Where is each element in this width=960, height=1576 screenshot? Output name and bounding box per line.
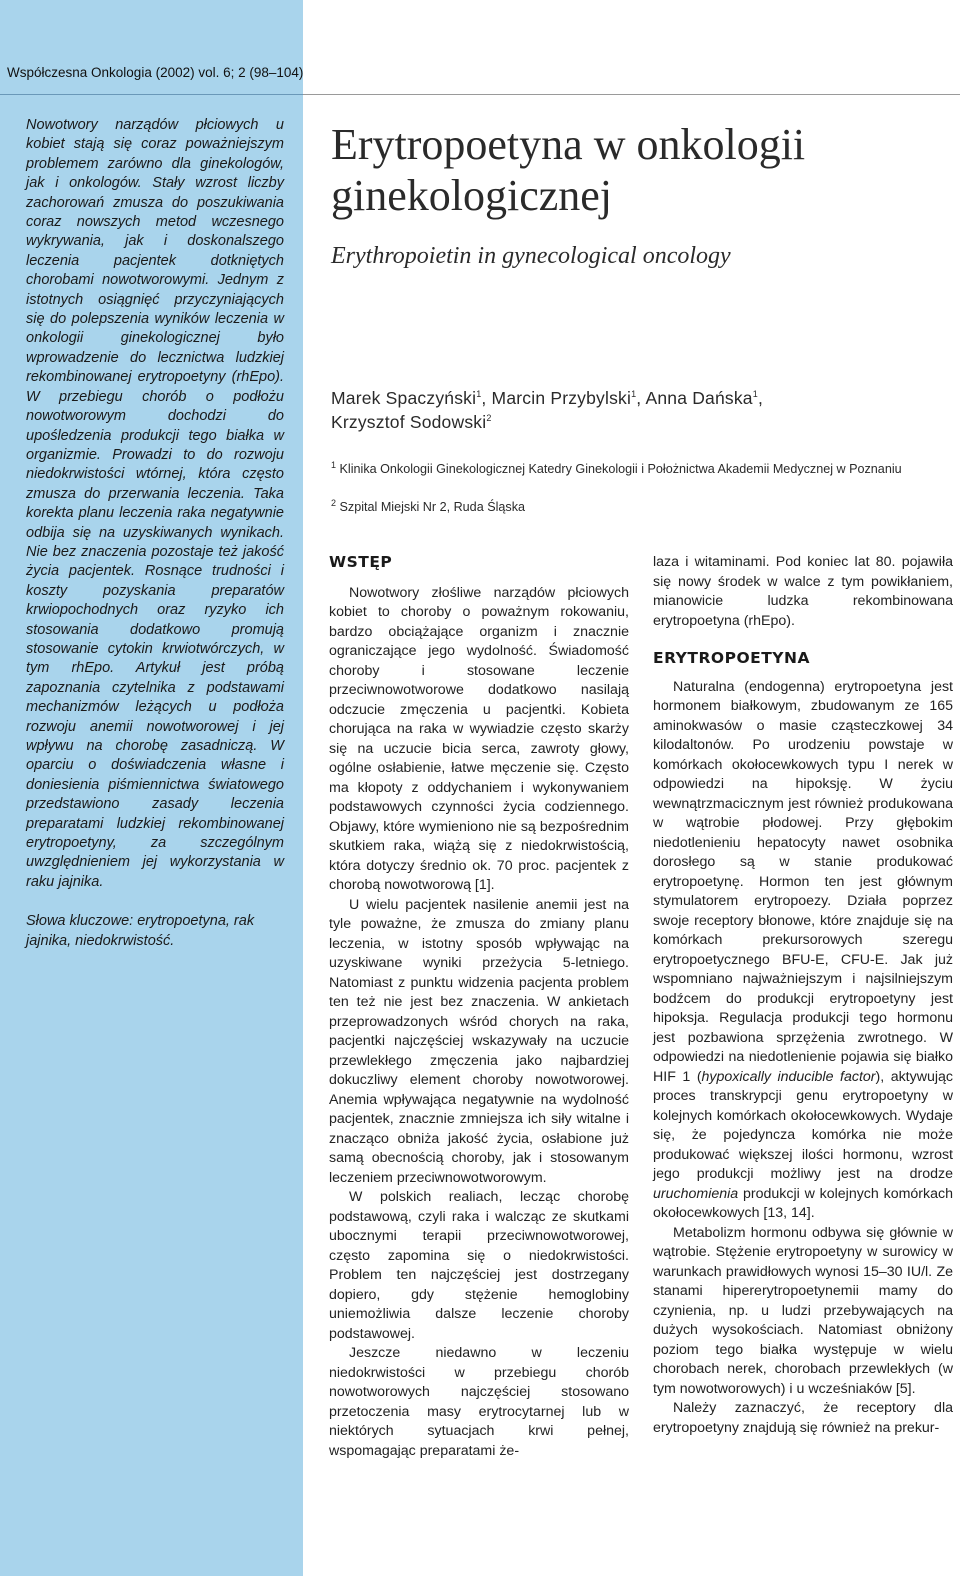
article-subtitle: Erythropoietin in gynecological oncology bbox=[331, 243, 731, 269]
affiliation-number: 1 bbox=[331, 459, 337, 470]
author-separator: , bbox=[481, 388, 492, 408]
article-title: Erytropoetyna w onkologii ginekologicznej bbox=[331, 120, 806, 220]
abstract bbox=[26, 116, 284, 951]
author-affiliation-mark: 1 bbox=[476, 389, 482, 400]
affiliation-1 bbox=[331, 460, 931, 479]
body-paragraph: U wielu pacjentek nasilenie anemii jest na tyle poważne, że zmusza do zmiany planu leczenia, w istotny sposób wpływając na uzyskiwane wyniki przeżycia 5-letniego. Natomiast z punktu widzenia pacjenta problem ten też nie jest bez znaczenia. W ankietach przeprowadzonych wśród chorych na raka, pacjentki najczęściej wskazywały na uczucie przewlekłego zmęczenia jako najbardziej dokuczliwy element choroby nowotworowej. Anemia wpływająca negatywnie na wydolność pacjentek, znacznie zmniejsza ich siły witalne i znacząco obniża jakość życia, osłabione już samą obecnością choroby, jak i stosowanym leczeniem przeciwnowotworowym. bbox=[329, 896, 629, 1186]
body-column-left bbox=[329, 553, 629, 1461]
author-name: Marek Spaczyński bbox=[331, 388, 477, 408]
affiliation-text: Szpital Miejski Nr 2, Ruda Śląska bbox=[339, 500, 525, 514]
journal-citation: Współczesna Onkologia (2002) vol. 6; 2 (98–104) bbox=[7, 65, 304, 80]
body-paragraph: Jeszcze niedawno w leczeniu niedokrwistości w przebiegu chorób nowotworowych najczęściej stosowano przetoczenia masy erytrocytarnej lub w niektórych sytuacjach krwi pełnej, wspomagając preparatami że- bbox=[329, 1345, 629, 1459]
text-run: Naturalna (endogenna) erytropoetyna jest hormonem białkowym, zbudowanym ze 165 aminokwasów o masie cząsteczkowej 34 kilodaltonów. Po urodzeniu powstaje w komórkach okołocewkowych typu I nerek w odpowiedzi na hipoksję. W życiu wewnątrzmacicznym jest również produkowana w wątrobie płodowej. Przy głębokim niedotlenieniu hepatocyty nawet osobnika dorosłego są w stanie produkować erytropoetynę. Hormon ten jest głównym stymulatorem erytropoezy. Działa poprzez swoje receptory błonowe, które znajduje się na komórkach prekursorowych szeregu erytropoetycznego BFU-E, CFU-E. Jak już wspomniano najważniejszym i najsilniejszym bodźcem do produkcji erytropoetyny jest hipoksja. Regulacja produkcji tego hormonu jest pozbawiona sprzężenia zwrotnego. W odpowiedzi na niedotlenienie pojawia się białko HIF 1 ( bbox=[653, 678, 953, 1085]
abstract-text: Nowotwory narządów płciowych u kobiet stają się coraz poważniejszym problemem zarówno dla ginekologów, jak i onkologów. Stały wzrost liczby zachorowań zmusza do poszukiwania coraz nowszych metod wczesnego wykrywania, jak i doskonalszego leczenia pacjentek dotkniętych chorobami nowotworowymi. Jednym z istotnych osiągnięć przyczyniających się do polepszenia wyników leczenia w onkologii ginekologicznej było wprowadzenie do lecznictwa ludzkiej rekombinowanej erytropoetyny (rhEpo). W przebiegu chorób o podłożu nowotworowym dochodzi do upośledzenia produkcji tego białka w organizmie. Prowadzi to do rozwoju niedokrwistości wtórnej, która często zmusza do przerwania leczenia. Taka korekta planu leczenia raka negatywnie odbija się na uzyskiwanych wynikach. Nie bez znaczenia pozostaje też jakość życia pacjentek. Rosnące trudności i koszty pozyskania preparatów krwiopochodnych oraz ryzyko ich stosowania dodatkowo promują stosowanie cytokin krwiotwórczych, w tym rhEpo. Artykuł jest próbą zapoznania czytelnika z podstawami mechanizmów leżących u podłoża rozwoju anemii nowotworowej i jej wpływu na chorobę zasadniczą. W oparciu o doświadczenia własne i doniesienia piśmiennictwa światowego przedstawiono zasady leczenia preparatami ludzkiej rekombinowanej erytropoetyny, za szczególnym uwzględnieniem jej wykorzystania w raku jajnika. bbox=[26, 117, 284, 890]
body-paragraph: Metabolizm hormonu odbywa się głównie w wątrobie. Stężenie erytropoetyny w surowicy w warunkach prawidłowych wynosi 15–30 IU/l. Ze stanami hipererytropoetynemii mamy do czynienia, np. u ludzi przebywających na dużych wysokościach. Natomiast obniżony poziom tego białka występuje w wielu chorobach nerek, chorobach przewlekłych (w tym nowotworowych) i u wcześniaków [5]. bbox=[653, 1224, 953, 1397]
text-run: ), aktywując proces transkrypcji genu erytropoetyny w kolejnych komórkach okołocewkowych. Wydaje się, że pojedyncza komórka nie może produkować większej ilości hormonu, wzrost jego produkcji możliwy jest na drodze bbox=[653, 1068, 953, 1182]
author-separator: , bbox=[636, 388, 646, 408]
body-paragraph: Nowotwory złośliwe narządów płciowych kobiet to choroby o poważnym rokowaniu, bardzo obciążające organizm i znacznie ograniczające jego wydolność. Świadomość choroby i stosowane leczenie przeciwnowotworowe dodatkowo nasilają odczucie zmęczenia u pacjentki. Kobieta chorująca na raka w wywiadzie często skarży się na uczucie bicia serca, zawroty głowy, ogólne osłabienie, łatwe męczenie się. Często ma kłopoty z oddychaniem i wykonywaniem podstawowych czynności życia codziennego. Objawy, które wymieniono nie są bezpośrednim skutkiem raka, wiążą się z niedokrwistością, która dotyczy średnio ok. 70 proc. pacjentek z chorobą nowotworową [1]. bbox=[329, 584, 629, 893]
text-run: produkcji w kolejnych komórkach okołocewkowych [13, 14]. bbox=[653, 1185, 953, 1221]
body-column-right bbox=[653, 553, 953, 1438]
author-name: Anna Dańska bbox=[645, 388, 753, 408]
affiliation-2 bbox=[331, 498, 931, 517]
author-name: Krzysztof Sodowski bbox=[331, 412, 487, 432]
section-heading-erythropoietin: ERYTROPOETYNA bbox=[653, 649, 810, 667]
author-affiliation-mark: 1 bbox=[752, 389, 758, 400]
affiliation-text: Klinika Onkologii Ginekologicznej Katedry Ginekologii i Położnictwa Akademii Medycznej w Poznaniu bbox=[339, 462, 902, 476]
header-divider bbox=[303, 94, 960, 95]
author-affiliation-mark: 1 bbox=[631, 389, 637, 400]
author-list bbox=[331, 386, 891, 434]
sidebar-divider bbox=[0, 94, 303, 95]
body-paragraph-continued: laza i witaminami. Pod koniec lat 80. pojawiła się nowy środek w walce z tym powikłaniem, mianowicie ludzka rekombinowana erytropoetyna (rhEpo). bbox=[653, 554, 953, 629]
body-paragraph: W polskich realiach, lecząc chorobę podstawową, czyli raka i walcząc ze skutkami ubocznymi terapii przeciwnowotworowej, często zapomina się o niedokrwistości. Problem ten najczęściej jest dostrzegany dopiero, gdy stężenie hemoglobiny uniemożliwia dalsze leczenie choroby podstawowej. bbox=[329, 1189, 629, 1342]
author-affiliation-mark: 2 bbox=[486, 413, 492, 424]
italic-term: uruchomienia bbox=[653, 1185, 739, 1202]
body-paragraph bbox=[653, 678, 953, 1224]
affiliation-number: 2 bbox=[331, 497, 337, 508]
author-separator: , bbox=[757, 388, 764, 408]
section-heading-intro: WSTĘP bbox=[329, 553, 393, 571]
author-name: Marcin Przybylski bbox=[491, 388, 632, 408]
italic-term: hypoxically inducible factor bbox=[701, 1068, 876, 1085]
body-paragraph: Należy zaznaczyć, że receptory dla erytropoetyny znajdują się również na prekur- bbox=[653, 1400, 953, 1436]
keywords: Słowa kluczowe: erytropoetyna, rak jajnika, niedokrwistość. bbox=[26, 913, 255, 949]
